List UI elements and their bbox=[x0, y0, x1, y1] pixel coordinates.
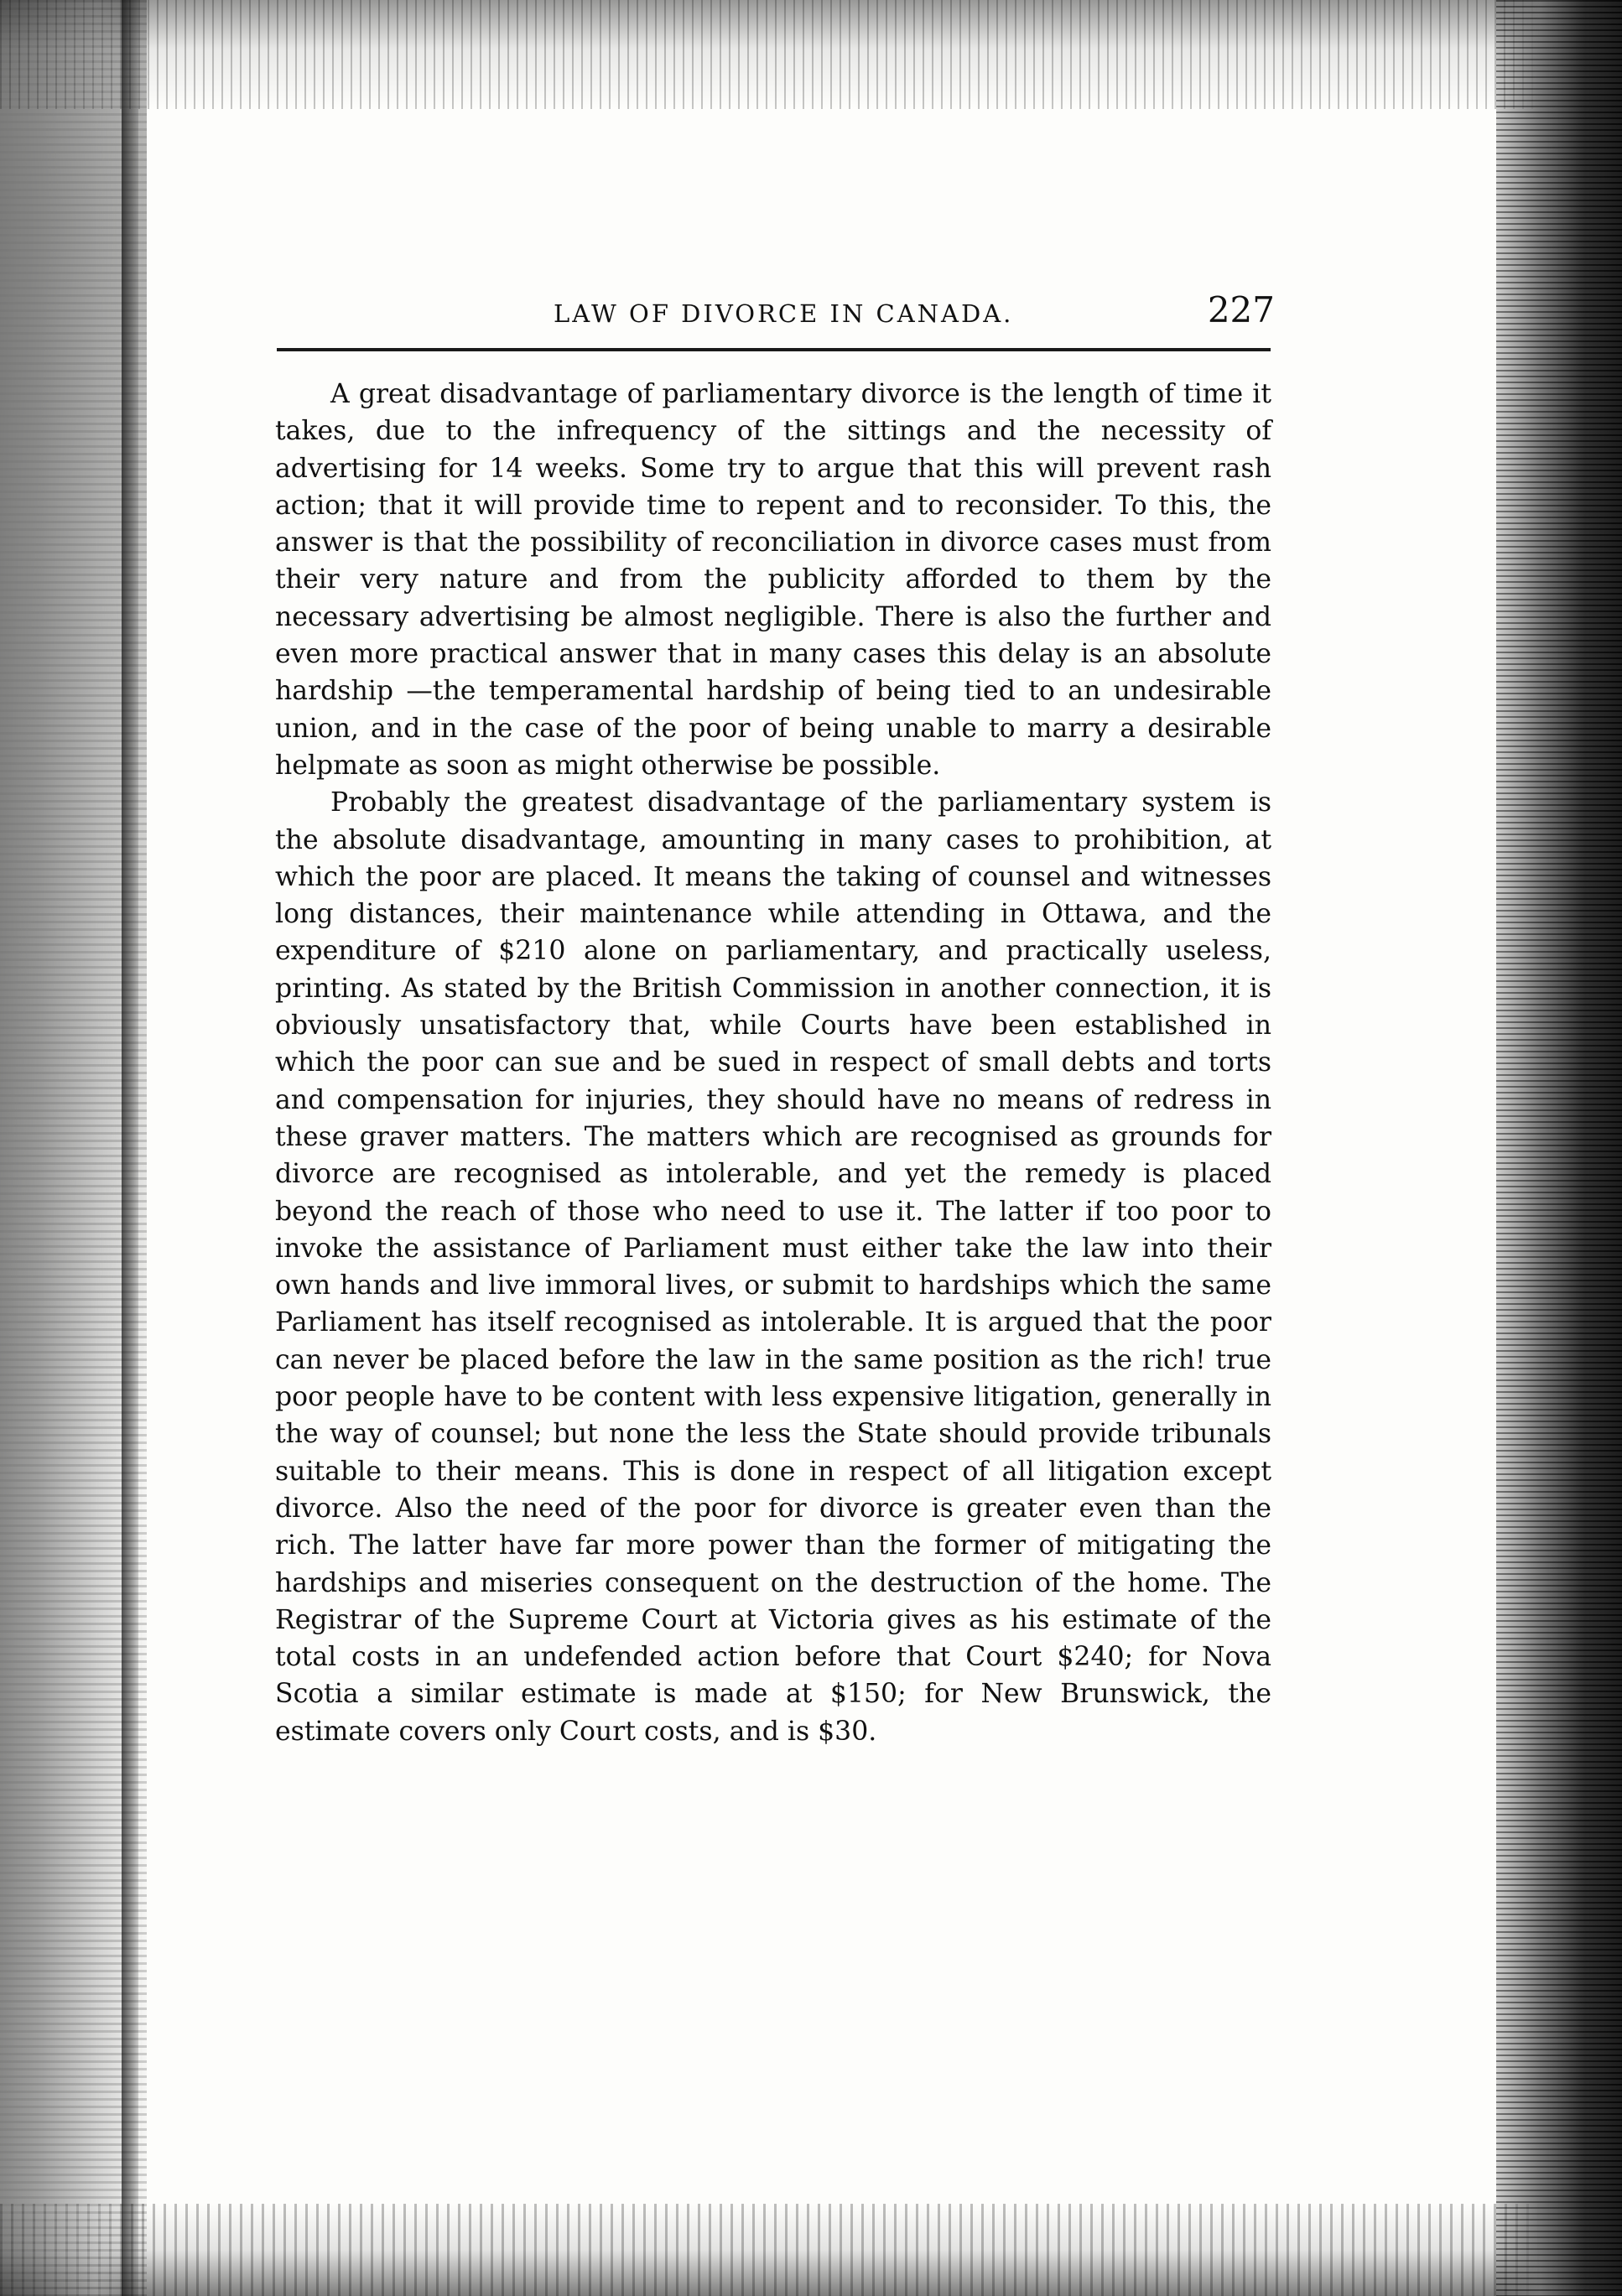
scan-edge-right bbox=[1496, 0, 1622, 2296]
paragraph-2: Probably the greatest disadvantage of the parliamentary system is the absolute disadvantage, amounting in many cases to prohibition, at which the poor are placed. It means the taking of counsel and witnesses long distances, their maintenance while attending in Ottawa, and the expenditure of $210 alone on parliamentary, and practically useless, printing. As stated by the British Commission in another connection, it is obviously unsatisfactory that, while Courts have been established in which the poor can sue and be sued in respect of small debts and torts and compensation for injuries, they should have no means of redress in these graver matters. The matters which are recognised as grounds for divorce are recognised as intolerable, and yet the remedy is placed beyond the reach of those who need to use it. The latter if too poor to invoke the assistance of Parliament must either take the law into their own hands and live immoral lives, or submit to hardships which the same Parliament has itself recognised as intolerable. It is argued that the poor can never be placed before the law in the same position as the rich! true poor people have to be content with less expensive litigation, generally in the way of counsel; but none the less the State should provide tribunals suitable to their means. This is done in respect of all litigation except divorce. Also the need of the poor for divorce is greater even than the rich. The latter have far more power than the former of mitigating the hardships and miseries consequent on the destruction of the home. The Registrar of the Supreme Court at Victoria gives as his estimate of the total costs in an undefended action before that Court $240; for Nova Scotia a similar estimate is made at $150; for New Brunswick, the estimate covers only Court costs, and is $30. bbox=[275, 787, 1271, 1747]
scan-edge-top bbox=[0, 0, 1622, 109]
scan-edge-bottom bbox=[0, 2204, 1622, 2296]
book-gutter-shadow bbox=[122, 0, 138, 2296]
header-rule bbox=[277, 348, 1271, 351]
running-title: LAW OF DIVORCE IN CANADA. bbox=[554, 299, 1014, 328]
body-text bbox=[275, 376, 1271, 1750]
page-number: 227 bbox=[1207, 289, 1275, 330]
running-head bbox=[277, 289, 1275, 340]
paragraph-1: A great disadvantage of parliamentary divorce is the length of time it takes, due to the infrequency of the sittings and the necessity of advertising for 14 weeks. Some try to argue that this will prevent rash action; that it will provide time to repent and to reconsider. To this, the answer is that the possibility of reconciliation in divorce cases must from their very nature and from the publicity afforded to them by the necessary advertising be almost negligible. There is also the further and even more practical answer that in many cases this delay is an absolute hardship —the temperamental hardship of being tied to an undesirable union, and in the case of the poor of being unable to marry a desirable helpmate as soon as might otherwise be possible. bbox=[275, 379, 1271, 781]
